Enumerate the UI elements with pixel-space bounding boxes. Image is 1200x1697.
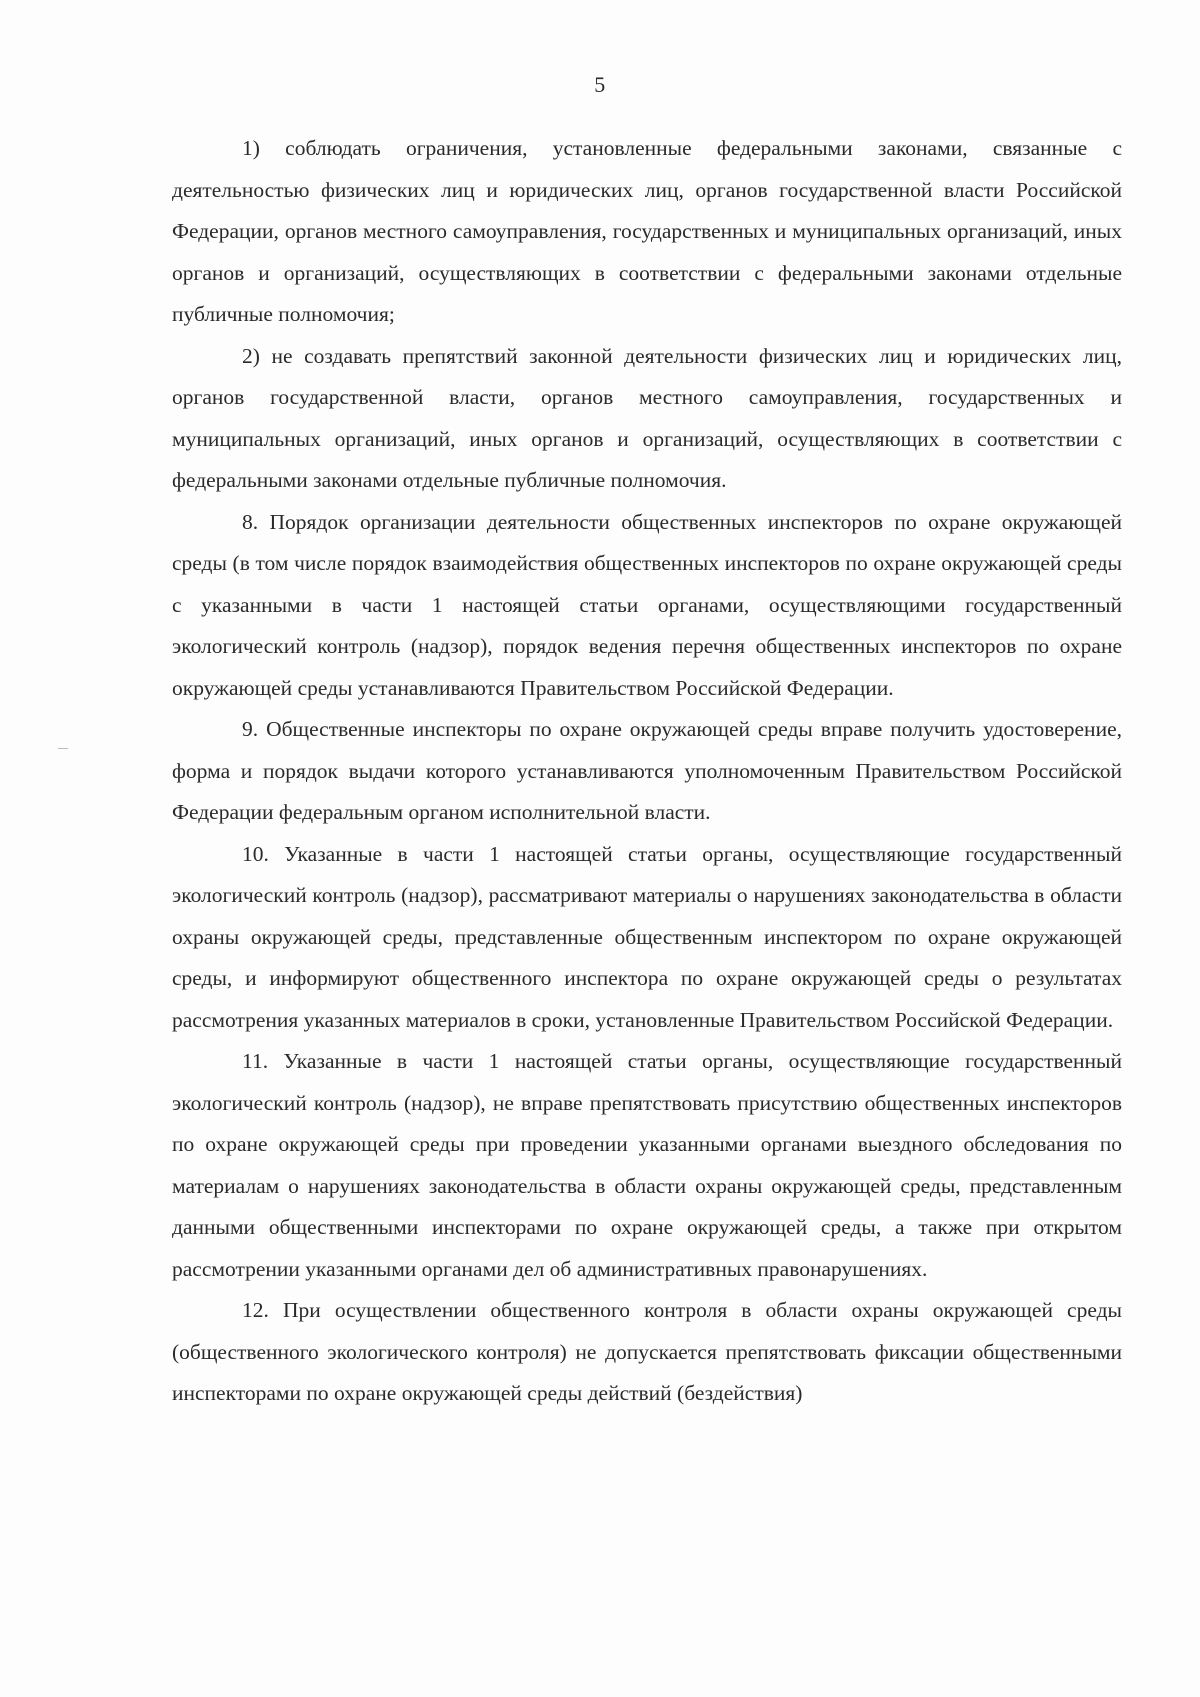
paragraph-12: 12. При осуществлении общественного контроля в области охраны окружающей среды (общественного экологического контроля) не допускается препятствовать фиксации общественными инспекторами по охране окружающей среды действий (бездействия) [172, 1298, 1122, 1405]
margin-mark [58, 748, 68, 749]
document-body [172, 128, 1122, 1415]
paragraph-7-1: 1) соблюдать ограничения, установленные федеральными законами, связанные с деятельностью физических лиц и юридических лиц, органов государственной власти Российской Федерации, органов местного самоуправления, государственных и муниципальных организаций, иных органов и организаций, осуществляющих в соответствии с федеральными законами отдельные публичные полномочия; [172, 136, 1122, 326]
paragraph-8: 8. Порядок организации деятельности общественных инспекторов по охране окружающей среды (в том числе порядок взаимодействия общественных инспекторов по охране окружающей среды с указанными в части 1 настоящей статьи органами, осуществляющими государственный экологический контроль (надзор), порядок ведения перечня общественных инспекторов по охране окружающей среды устанавливаются Правительством Российской Федерации. [172, 509, 1122, 700]
paragraph-10: 10. Указанные в части 1 настоящей статьи органы, осуществляющие государственный экологический контроль (надзор), рассматривают материалы о нарушениях законодательства в области охраны окружающей среды, представленные общественным инспектором по охране окружающей среды, и информируют общественного инспектора по охране окружающей среды о результатах рассмотрения указанных материалов в сроки, установленные Правительством Российской Федерации. [172, 841, 1122, 1032]
paragraph-9: 9. Общественные инспекторы по охране окружающей среды вправе получить удостоверение, форма и порядок выдачи которого устанавливаются уполномоченным Правительством Российской Федерации федеральным органом исполнительной власти. [172, 717, 1122, 824]
page-number: 5 [594, 72, 606, 97]
paragraph-11: 11. Указанные в части 1 настоящей статьи органы, осуществляющие государственный экологический контроль (надзор), не вправе препятствовать присутствию общественных инспекторов по охране окружающей среды при проведении указанными органами выездного обследования по материалам о нарушениях законодательства в области охраны окружающей среды, представленным данными общественными инспекторами по охране окружающей среды, а также при открытом рассмотрении указанными органами дел об административных правонарушениях. [172, 1049, 1122, 1281]
paragraph-7-2: 2) не создавать препятствий законной деятельности физических лиц и юридических лиц, органов государственной власти, органов местного самоуправления, государственных и муниципальных организаций, иных органов и организаций, осуществляющих в соответствии с федеральными законами отдельные публичные полномочия. [172, 343, 1122, 492]
